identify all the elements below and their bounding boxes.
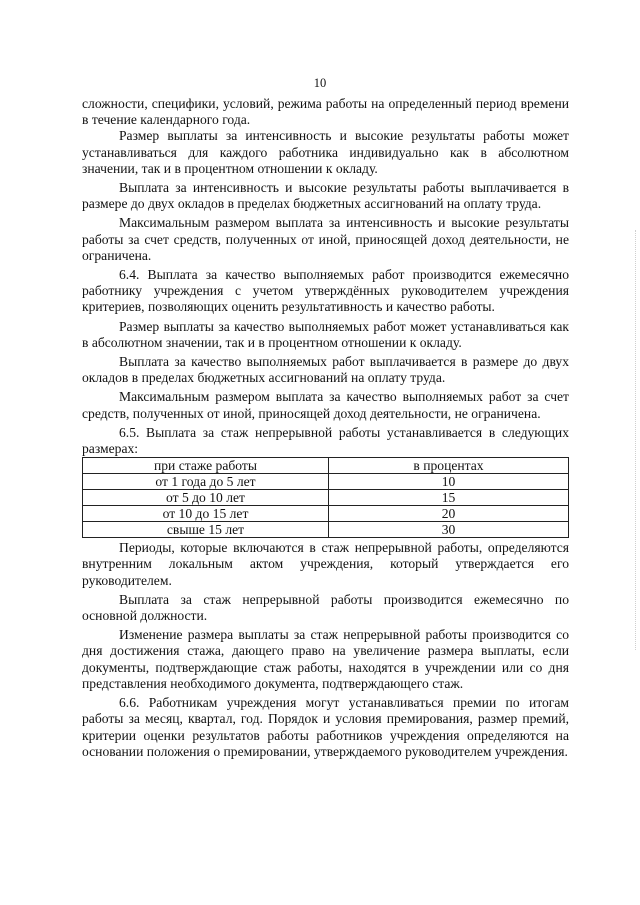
paragraph: 6.4. Выплата за качество выполняемых работ производится ежемесячно работнику учреждения с учетом утверждённых руководителем учреждения критериев, позволяющих оценить результативность и качество работы. bbox=[82, 267, 569, 315]
table-header-cell: при стаже работы bbox=[83, 458, 329, 474]
paragraph: Выплата за стаж непрерывной работы производится ежемесячно по основной должности. bbox=[82, 591, 569, 624]
document-body bbox=[82, 96, 569, 763]
table-cell: от 10 до 15 лет bbox=[83, 506, 329, 522]
table-cell: 10 bbox=[329, 474, 569, 490]
table-header-row bbox=[83, 458, 569, 474]
paragraph: Размер выплаты за качество выполняемых работ может устанавливаться как в абсолютном значении, так и в процентном отношении к окладу. bbox=[82, 318, 569, 350]
paragraph: Выплата за качество выполняемых работ выплачивается в размере до двух окладов в пределах бюджетных ассигнований на оплату труда. bbox=[82, 354, 569, 386]
table-cell: свыше 15 лет bbox=[83, 522, 329, 538]
table-row bbox=[83, 522, 569, 538]
page-number: 10 bbox=[313, 76, 327, 90]
paragraph: Максимальным размером выплата за качество выполняемых работ за счет средств, полученных от иной, приносящей доход деятельности, не ограничена. bbox=[82, 389, 569, 421]
table-cell: от 5 до 10 лет bbox=[83, 490, 329, 506]
paragraph: Максимальным размером выплата за интенсивность и высокие результаты работы за счет средств, полученных от иной, приносящей доход деятельности, не ограничена. bbox=[82, 215, 569, 263]
table-row bbox=[83, 506, 569, 522]
seniority-table bbox=[82, 457, 569, 538]
paragraph: 6.6. Работникам учреждения могут устанавливаться премии по итогам работы за месяц, квартал, год. Порядок и условия премирования, размер премий, критерии оценки результатов работы работников учреждения определяются на основании положения о премировании, утверждаемого руководителем учреждения. bbox=[82, 695, 569, 759]
table-cell: от 1 года до 5 лет bbox=[83, 474, 329, 490]
table-row bbox=[83, 474, 569, 490]
table-cell: 15 bbox=[329, 490, 569, 506]
table-row bbox=[83, 490, 569, 506]
paragraph: Размер выплаты за интенсивность и высокие результаты работы может устанавливаться для каждого работника индивидуально как в абсолютном значении, так и в процентном отношении к окладу. bbox=[82, 128, 569, 176]
paragraph: сложности, специфики, условий, режима работы на определенный период времени в течение календарного года. bbox=[82, 96, 569, 128]
scan-margin-dots bbox=[634, 230, 636, 650]
paragraph: Изменение размера выплаты за стаж непрерывной работы производится со дня достижения стажа, дающего право на увеличение размера выплаты, если документы, подтверждающие стаж работы, находятся в учреждении или со дня представления необходимого документа, подтверждающего стаж. bbox=[82, 627, 569, 691]
paragraph: Периоды, которые включаются в стаж непрерывной работы, определяются внутренним локальным актом учреждения, который утверждается его руководителем. bbox=[82, 540, 569, 588]
table-cell: 20 bbox=[329, 506, 569, 522]
paragraph: Выплата за интенсивность и высокие результаты работы выплачивается в размере до двух окладов в пределах бюджетных ассигнований на оплату труда. bbox=[82, 180, 569, 212]
table-cell: 30 bbox=[329, 522, 569, 538]
table-header-cell: в процентах bbox=[329, 458, 569, 474]
paragraph: 6.5. Выплата за стаж непрерывной работы устанавливается в следующих размерах: bbox=[82, 424, 569, 457]
